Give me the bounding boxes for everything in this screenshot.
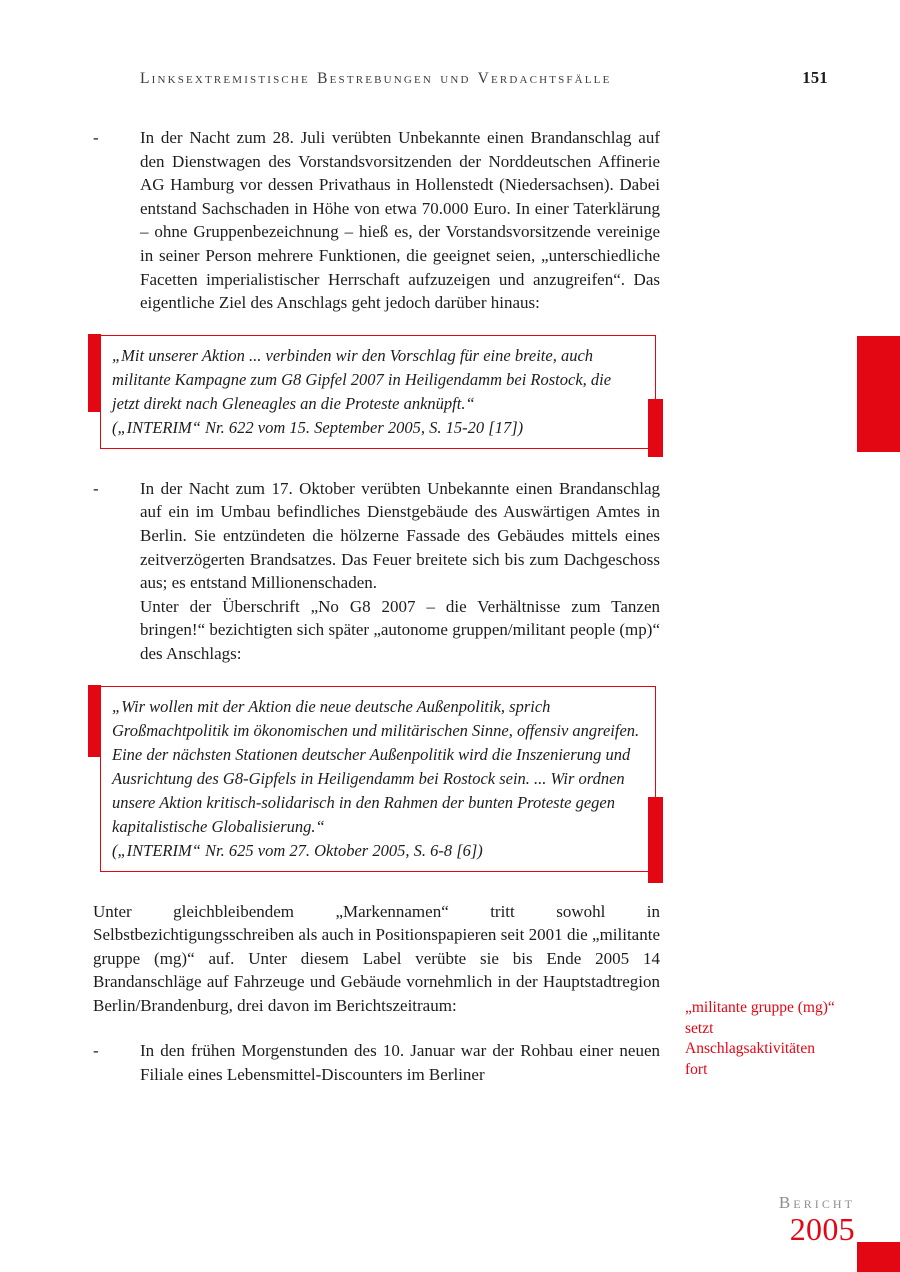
list-item-paragraph: In den frühen Morgenstunden des 10. Januar war der Rohbau einer neuen Filiale eines Lebensmittel-Discounters im Berliner	[140, 1041, 660, 1085]
list-item-body	[140, 1039, 660, 1086]
list-item	[93, 477, 660, 666]
body-paragraph: Unter gleichbleibendem „Markennamen“ tritt sowohl in Selbstbezichtigungsschreiben als auch in Positionspapieren seit 2001 die „militante gruppe (mg)“ auf. Unter diesem Label verübte sie bis Ende 2005 14 Brandanschläge auf Fahrzeuge und Gebäude vornehmlich in der Hauptstadtregion Berlin/Brandenburg, drei davon im Berichtszeitraum:	[93, 901, 660, 1015]
quote-text: „Mit unserer Aktion ... verbinden wir den Vorschlag für eine breite, auch militante Kampagne zum G8 Gipfel 2007 in Heiligendamm bei Rostock, die jetzt direkt nach Gleneagles an die Proteste anknüpft.“	[112, 345, 612, 413]
page-header	[140, 68, 828, 88]
page-number: 151	[802, 68, 828, 87]
list-item-paragraph: In der Nacht zum 17. Oktober verübten Unbekannte einen Brandanschlag auf ein im Umbau befindliches Dienstgebäude des Auswärtigen Amtes in Berlin. Sie entzündeten die hölzerne Fassade des Gebäudes mittels eines zeitverzögerten Brandsatzes. Das Feuer breitete sich bis zum Dachgeschoss aus; es entstand Millionenschaden.	[140, 478, 660, 593]
quote-accent-right-bar	[648, 797, 663, 883]
list-item-paragraph: Unter der Überschrift „No G8 2007 – die Verhältnisse zum Tanzen bringen!“ bezichtigten sich später „autonome gruppen/militant people (mp)“ des Anschlags:	[140, 596, 660, 663]
footer-report-year: 2005	[789, 1211, 855, 1247]
list-item	[93, 126, 660, 315]
bullet-marker: -	[93, 128, 99, 147]
footer-report-label: Bericht	[778, 1193, 855, 1212]
quote-block	[100, 686, 656, 872]
quote-accent-right-bar	[648, 399, 663, 457]
main-text-column	[93, 126, 660, 1087]
chapter-side-tab	[857, 336, 900, 452]
quote-block	[100, 335, 656, 449]
quote-source: („INTERIM“ Nr. 625 vom 27. Oktober 2005, S. 6-8 [6])	[112, 840, 483, 860]
bullet-marker: -	[93, 1041, 99, 1061]
margin-note: „militante gruppe (mg)“ setzt Anschlagsaktivitäten fort	[685, 999, 835, 1078]
quote-accent-left-bar	[88, 334, 101, 412]
bullet-marker: -	[93, 478, 99, 498]
running-header-title: Linksextremistische Bestrebungen und Verdachtsfälle	[140, 70, 612, 87]
list-item	[93, 1039, 660, 1086]
quote-accent-left-bar	[88, 685, 101, 757]
report-footer-mark	[655, 1194, 855, 1246]
list-item-body	[140, 477, 660, 666]
quote-text: „Wir wollen mit der Aktion die neue deutsche Außenpolitik, sprich Großmachtpolitik im ökonomischen und militärischen Sinne, offensiv angreifen. Eine der nächsten Stationen deutscher Außenpolitik wird die Inszenierung und Ausrichtung des G8-Gipfels in Heiligendamm bei Rostock sein. ... Wir ordnen unsere Aktion kritisch-solidarisch in den Rahmen der bunten Proteste gegen kapitalistische Globalisierung.“	[112, 696, 640, 836]
list-item-body	[140, 126, 660, 315]
quote-source: („INTERIM“ Nr. 622 vom 15. September 2005, S. 15-20 [17])	[112, 417, 524, 437]
list-item-paragraph: In der Nacht zum 28. Juli verübten Unbekannte einen Brandanschlag auf den Dienstwagen des Vorstandsvorsitzenden der Norddeutschen Affinerie AG Hamburg vor dessen Privathaus in Hollenstedt (Niedersachsen). Dabei entstand Sachschaden in Höhe von etwa 70.000 Euro. In einer Taterklärung – ohne Gruppenbezeichnung – hieß es, der Vorstandsvorsitzende vereinige in seiner Person mehrere Funktionen, die geeignet seien, „unterschiedliche Facetten imperialistischer Herrschaft aufzuzeigen und anzugreifen“. Das eigentliche Ziel des Anschlags geht jedoch darüber hinaus:	[140, 128, 660, 313]
corner-accent-block	[857, 1242, 900, 1272]
